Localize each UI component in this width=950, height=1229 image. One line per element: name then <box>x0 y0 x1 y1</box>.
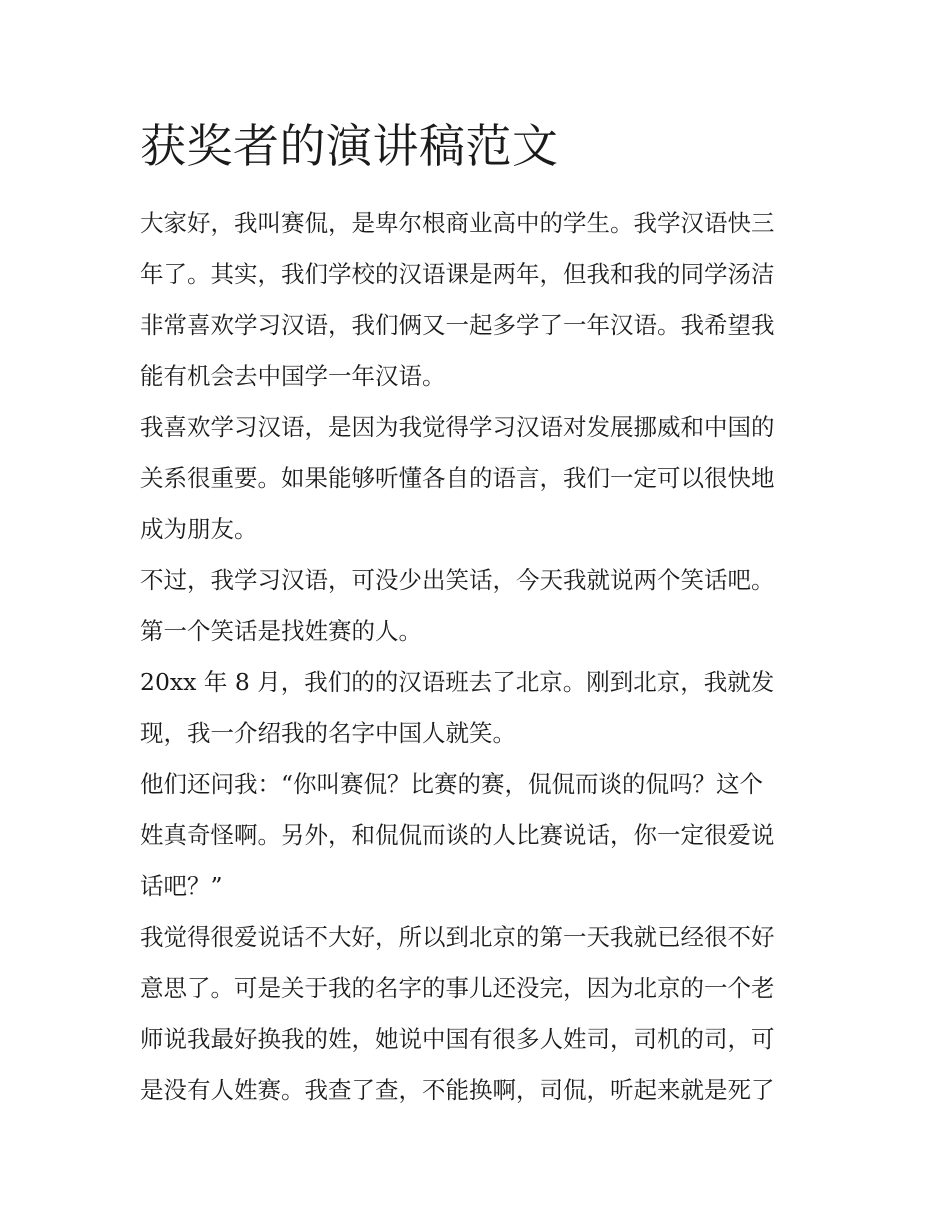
document-title: 获奖者的演讲稿范文 <box>140 119 559 173</box>
text-line: 第一个笑话是找姓赛的人。 <box>140 617 422 645</box>
text-line: 大家好，我叫赛侃，是卑尔根商业高中的学生。我学汉语快三 <box>140 209 775 237</box>
text-line: 意思了。可是关于我的名字的事儿还没完，因为北京的一个老 <box>140 974 775 1002</box>
document-body <box>140 198 820 1116</box>
text-line: 他们还问我：“你叫赛侃？比赛的赛，侃侃而谈的侃吗？这个 <box>140 770 764 798</box>
text-line: 年了。其实，我们学校的汉语课是两年，但我和我的同学汤洁 <box>140 260 775 288</box>
text-line: 能有机会去中国学一年汉语。 <box>140 362 446 390</box>
text-line: 我喜欢学习汉语，是因为我觉得学习汉语对发展挪威和中国的 <box>140 413 775 441</box>
text-line: 师说我最好换我的姓，她说中国有很多人姓司，司机的司，可 <box>140 1025 775 1053</box>
text-line: 现，我一介绍我的名字中国人就笑。 <box>140 719 516 747</box>
text-line: 我觉得很爱说话不大好，所以到北京的第一天我就已经很不好 <box>140 923 775 951</box>
text-line: 话吧？” <box>140 872 223 900</box>
text-line: 20xx 年 8 月，我们的的汉语班去了北京。刚到北京，我就发 <box>140 668 775 696</box>
text-line: 成为朋友。 <box>140 515 258 543</box>
text-line: 关系很重要。如果能够听懂各自的语言，我们一定可以很快地 <box>140 464 775 492</box>
text-line: 姓真奇怪啊。另外，和侃侃而谈的人比赛说话，你一定很爱说 <box>140 821 775 849</box>
text-line: 是没有人姓赛。我查了查，不能换啊，司侃，听起来就是死了 <box>140 1076 775 1104</box>
text-line: 非常喜欢学习汉语，我们俩又一起多学了一年汉语。我希望我 <box>140 311 775 339</box>
text-line: 不过，我学习汉语，可没少出笑话，今天我就说两个笑话吧。 <box>140 566 775 594</box>
